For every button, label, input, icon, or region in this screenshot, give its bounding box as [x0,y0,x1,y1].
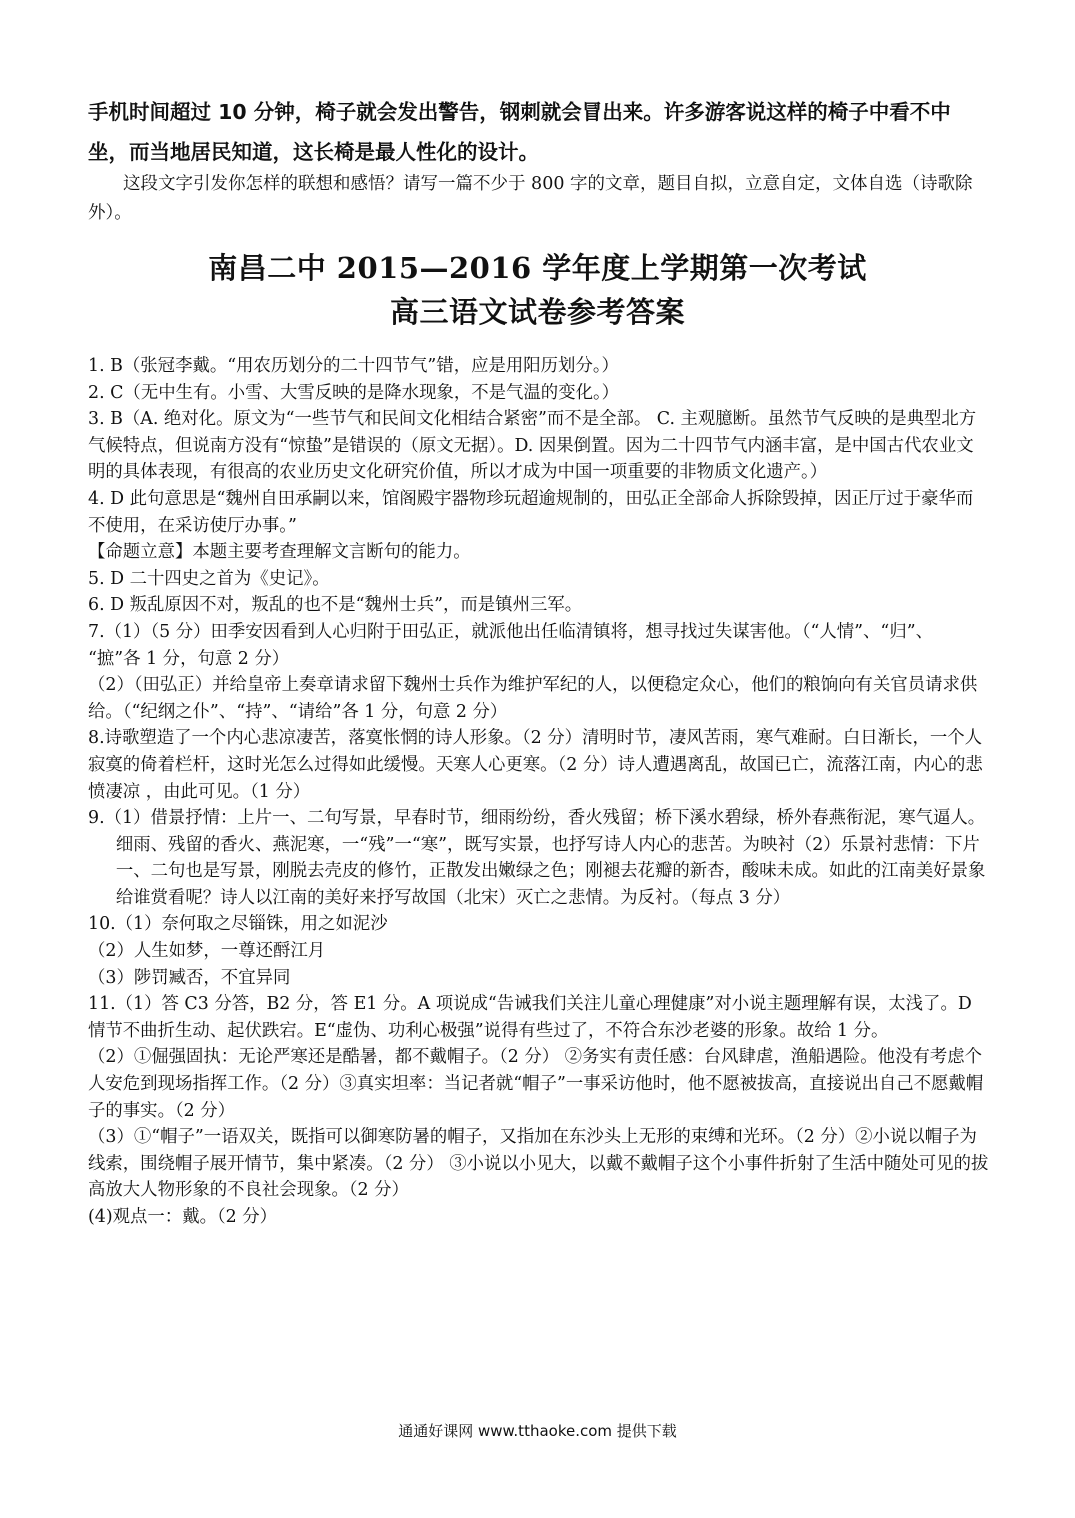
answer-item: 2. C（无中生有。小雪、大雪反映的是降水现象，不是气温的变化。） [88,382,620,403]
answer-item: （3）陟罚臧否，不宜异同 [88,967,291,988]
page-footer: 通通好课网 www.tthaoke.com 提供下载 [398,1422,677,1440]
answer-item: 11.（1）答 C3 分答，B2 分，答 E1 分。A 项说成“告诫我们关注儿童心理健康”对小说主题理解有误，太浅了。D 情节不曲折生动、起伏跌宕。E“虚伪、功利心极强”说得有些过了，不符合东沙老婆的形象。故给 1 分。 [88,994,972,1041]
answer-key-title: 南昌二中 2015—2016 学年度上学期第一次考试 [208,251,867,285]
answer-item: 6. D 叛乱原因不对，叛乱的也不是“魏州士兵”，而是镇州三军。 [88,595,583,616]
answer-key-subtitle: 高三语文试卷参考答案 [389,295,685,329]
answer-item: 7.（1）（5 分）田季安因看到人心归附于田弘正，就派他出任临清镇将，想寻找过失谋害他。（“人情”、“归”、 “摭”各 1 分，句意 2 分） [88,621,933,669]
answer-item: 9.（1）借景抒情：上片一、二句写景，早春时节，细雨纷纷，香火残留；桥下溪水碧绿，桥外春燕衔泥，寒气逼人。细雨、残留的香火、燕泥寒，一“残”一“寒”，既写实景，也抒写诗人内心的悲苦。为映衬（2）乐景衬悲情：下片一、二句也是写景，刚脱去壳皮的修竹，正散发出嫩绿之色；刚褪去花瓣的新杏，酸味未成。如此的江南美好景象给谁赏看呢？诗人以江南的美好来抒写故国（北宋）灭亡之悲情。为反衬。（每点 3 分） [88,808,986,908]
answer-item: 4. D 此句意思是“魏州自田承嗣以来，馆阁殿宇器物珍玩超逾规制的，田弘正全部命人拆除毁掉，因正厅过于豪华而不使用，在采访使厅办事。” [88,488,974,536]
answer-item: 10.（1）奈何取之尽锱铢，用之如泥沙 [88,914,388,935]
answer-item: （3）①“帽子”一语双关，既指可以御寒防暑的帽子，又指加在东沙头上无形的束缚和光环。（2 分）②小说以帽子为线索，围绕帽子展开情节，集中紧凑。（2 分） ③小说以小见大，以戴不戴帽子这个小事件折射了生活中随处可见的拔高放大人物形象的不良社会现象。（2 分） [88,1127,989,1201]
answer-item: 8.诗歌塑造了一个内心悲凉凄苦，落寞怅惘的诗人形象。（2 分）清明时节，凄风苦雨，寒气难耐。白日渐长，一个人寂寞的倚着栏杆，这时光怎么过得如此缓慢。天寒人心更寒。（2 分）诗人遭遇离乱，故国已亡，流落江南，内心的悲愤凄凉 ，由此可见。（1 分） [88,728,983,802]
answer-item: 1. B（张冠李戴。“用农历划分的二十四节气”错，应是用阳历划分。） [88,356,619,376]
answer-item: 5. D 二十四史之首为《史记》。 [88,568,330,589]
essay-material-text: 手机时间超过 10 分钟，椅子就会发出警告，钢刺就会冒出来。许多游客说这样的椅子中看不中坐，而当地居民知道，这长椅是最人性化的设计。 [88,100,951,164]
answer-item: 3. B（A. 绝对化。原文为“一些节气和民间文化相结合紧密”而不是全部。 C. 主观臆断。虽然节气反映的是典型北方气候特点，但说南方没有“惊蛰”是错误的（原文无据）。D. 因果倒置。因为二十四节气内涵丰富，是中国古代农业文明的具体表现，有很高的农业历史文化研究价值，所以才成为中国一项重要的非物质文化遗产。） [88,409,977,483]
answer-list [88,353,990,1231]
answer-item: （2）（田弘正）并给皇帝上奏章请求留下魏州士兵作为维护军纪的人，以便稳定众心，他们的粮饷向有关官员请求供给。（“纪纲之仆”、“持”、“请给”各 1 分，句意 2 分） [88,675,978,722]
essay-prompt: 这段文字引发你怎样的联想和感悟？请写一篇不少于 800 字的文章，题目自拟，立意自定，文体自选（诗歌除外）。 [88,174,973,223]
answer-item: （2）①倔强固执：无论严寒还是酷暑，都不戴帽子。（2 分） ②务实有责任感：台风肆虐，渔船遇险。他没有考虑个人安危到现场指挥工作。（2 分）③真实坦率：当记者就“帽子”一事采访他时，他不愿被拔高，直接说出自己不愿戴帽子的事实。（2 分） [88,1047,984,1121]
answer-item: (4)观点一：戴。（2 分） [88,1207,278,1227]
answer-note: 【命题立意】本题主要考查理解文言断句的能力。 [88,542,471,563]
answer-item: （2）人生如梦，一尊还酹江月 [88,941,326,962]
